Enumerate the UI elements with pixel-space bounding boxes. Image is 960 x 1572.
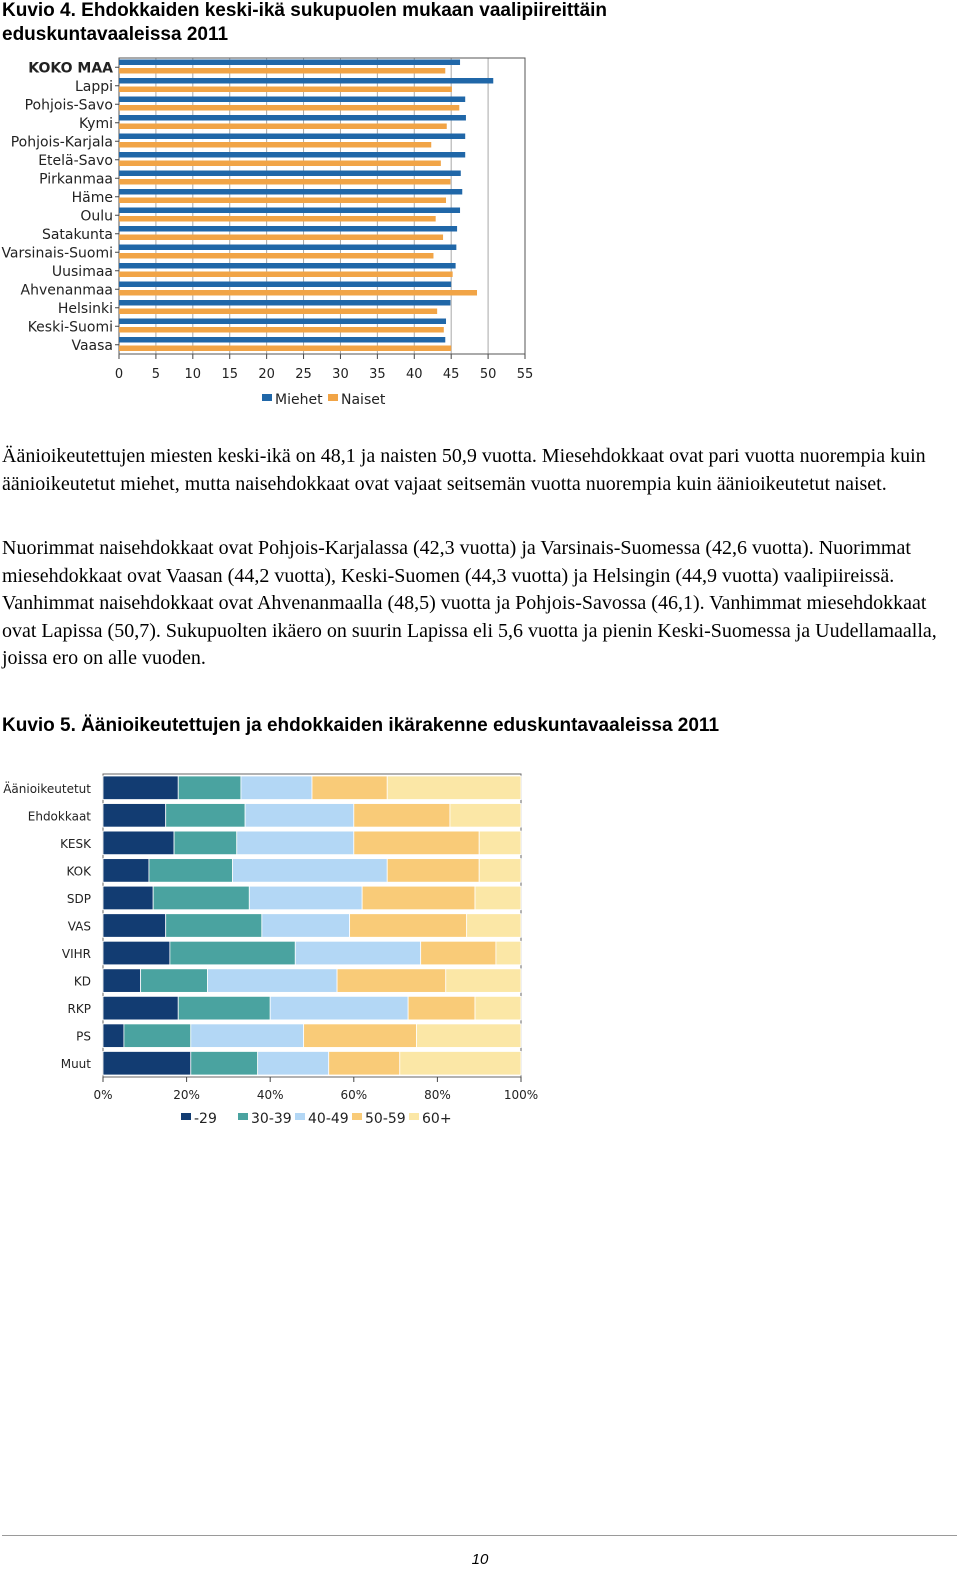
segment-50-59-kesk [354,831,479,855]
category-label-koko-maa: KOKO MAA [28,60,113,77]
segment-60plus-rkp [475,996,521,1020]
footer-rule [2,1535,957,1536]
segment-50-59-ps [304,1024,417,1048]
bar-miehet-pohjois-savo [119,97,465,103]
bar-naiset-helsinki [119,309,437,315]
segment-40-49-ps [191,1024,304,1048]
segment-30-39-muut [191,1051,258,1075]
segment-29-ps [103,1024,124,1048]
figure-4-title: Kuvio 4. Ehdokkaiden keski-ikä sukupuolen mukaan vaalipiireittäin eduskuntavaaleissa 2011 [2,0,608,45]
segment-60plus-muut [400,1051,521,1075]
category-label-pirkanmaa: Pirkanmaa [39,171,113,188]
figure-5-chart [0,770,545,1135]
category-label-etela-savo: Etelä-Savo [38,152,113,169]
category-label-sdp: SDP [66,891,91,906]
segment-30-39-rkp [178,996,270,1020]
category-label-pohjois-karjala: Pohjois-Karjala [10,134,113,151]
segment-50-59-aanioikeutetut [312,776,387,800]
bar-miehet-pohjois-karjala [119,134,465,140]
category-label-varsinais-suomi: Varsinais-Suomi [1,245,113,262]
segment-29-muut [103,1051,191,1075]
segment-29-kok [103,859,149,883]
legend-swatch-29 [181,1113,191,1120]
legend-swatch-60plus [409,1113,419,1120]
category-label-uusimaa: Uusimaa [51,263,113,280]
x-tick-label: 45 [442,367,460,382]
bar-naiset-kymi [119,124,447,130]
segment-50-59-vas [350,914,467,938]
category-label-kok: KOK [66,864,91,879]
segment-60plus-vas [467,914,521,938]
segment-29-rkp [103,996,178,1020]
segment-40-49-kesk [237,831,354,855]
bar-miehet-oulu [119,208,460,214]
segment-60plus-sdp [475,886,521,910]
legend-label-29: -29 [194,1111,217,1127]
segment-30-39-kd [141,969,208,993]
x-tick-label: 100% [503,1088,539,1102]
paragraph-2: Nuorimmat naisehdokkaat ovat Pohjois-Karjalassa (42,3 vuotta) ja Varsinais-Suomessa (42,6 vuotta). Nuorimmat miesehdokkaat ovat Vaasan (44,2 vuotta), Keski-Suomen (44,3 vuotta) ja Helsingin (44,9 vuotta) vaalipiireissä. Vanhimmat naisehdokkaat ovat Ahvenanmaalla (48,5) vuotta ja Pohjois-Savossa (46,1). Vanhimmat miesehdokkaat ovat Lapissa (50,7). Sukupuolten ikäero on suurin Lapissa eli 5,6 vuotta ja pienin Keski-Suomessa ja Uudellamaalla, joissa ero on alle vuoden. [2,537,937,669]
segment-40-49-aanioikeutetut [241,776,312,800]
bar-miehet-ahvenanmaa [119,282,451,288]
x-tick-label: 0 [114,367,124,382]
segment-60plus-aanioikeutetut [387,776,521,800]
x-tick-label: 55 [516,367,534,382]
segment-30-39-kok [149,859,233,883]
bar-naiset-varsinais-suomi [119,253,433,259]
segment-30-39-sdp [153,886,249,910]
bar-miehet-pirkanmaa [119,171,461,177]
segment-50-59-kok [387,859,479,883]
category-label-pohjois-savo: Pohjois-Savo [24,97,113,114]
x-tick-label: 15 [221,367,239,382]
bar-miehet-koko-maa [119,60,460,66]
x-tick-label: 80% [424,1088,451,1102]
segment-40-49-kok [233,859,388,883]
legend-label-60plus: 60+ [422,1111,452,1127]
bar-naiset-lappi [119,87,452,93]
bar-miehet-vaasa [119,337,445,343]
segment-50-59-muut [329,1051,400,1075]
bar-naiset-etela-savo [119,161,441,167]
legend-label-30-39: 30-39 [251,1111,292,1127]
bar-miehet-helsinki [119,300,450,306]
segment-29-kd [103,969,141,993]
category-label-muut: Muut [60,1057,91,1072]
segment-40-49-ehdokkaat [245,804,354,828]
bar-miehet-keski-suomi [119,319,446,325]
page-number: 10 [471,1551,489,1568]
bar-naiset-ahvenanmaa [119,290,477,296]
segment-40-49-rkp [270,996,408,1020]
x-tick-label: 25 [295,367,312,382]
category-label-ehdokkaat: Ehdokkaat [27,809,91,824]
category-label-helsinki: Helsinki [57,300,113,317]
x-tick-label: 30 [332,367,349,382]
segment-40-49-muut [258,1051,329,1075]
x-tick-label: 5 [151,367,161,382]
category-label-vas: VAS [67,919,91,934]
segment-40-49-sdp [249,886,362,910]
segment-30-39-kesk [174,831,237,855]
x-tick-label: 40 [405,367,423,382]
category-label-aanioikeutetut: Äänioikeutetut [3,781,91,796]
segment-29-kesk [103,831,174,855]
segment-29-sdp [103,886,153,910]
category-label-kd: KD [73,974,91,989]
bar-naiset-uusimaa [119,272,453,278]
bar-miehet-etela-savo [119,152,465,158]
category-label-kymi: Kymi [79,115,113,132]
category-label-rkp: RKP [67,1002,91,1017]
x-tick-label: 50 [479,367,497,382]
figure-5-title: Kuvio 5. Äänioikeutettujen ja ehdokkaiden ikärakenne eduskuntavaaleissa 2011 [2,715,720,736]
x-tick-label: 0% [93,1088,113,1102]
bar-naiset-oulu [119,216,436,222]
bar-miehet-varsinais-suomi [119,245,456,251]
segment-29-ehdokkaat [103,804,166,828]
bar-miehet-uusimaa [119,263,456,269]
bar-miehet-kymi [119,115,466,121]
segment-60plus-vihr [496,941,521,965]
legend-swatch-40-49 [295,1113,305,1120]
category-label-satakunta: Satakunta [41,226,113,243]
legend-swatch-30-39 [238,1113,248,1120]
bar-naiset-keski-suomi [119,327,444,333]
segment-50-59-rkp [408,996,475,1020]
segment-30-39-vihr [170,941,295,965]
x-tick-label: 20% [173,1088,200,1102]
segment-60plus-kok [479,859,521,883]
category-label-ps: PS [76,1029,91,1044]
segment-50-59-kd [337,969,446,993]
legend-label-50-59: 50-59 [365,1111,406,1127]
segment-60plus-kd [446,969,521,993]
segment-50-59-sdp [362,886,475,910]
category-label-keski-suomi: Keski-Suomi [27,319,113,336]
bar-miehet-hame [119,189,462,195]
segment-40-49-kd [208,969,338,993]
bar-naiset-satakunta [119,235,443,241]
segment-30-39-aanioikeutetut [178,776,241,800]
bar-naiset-pohjois-savo [119,105,459,111]
figure-4-chart [0,52,545,412]
category-label-ahvenanmaa: Ahvenanmaa [20,282,113,299]
segment-30-39-vas [166,914,262,938]
segment-60plus-ps [417,1024,522,1048]
segment-40-49-vas [262,914,350,938]
segment-29-aanioikeutetut [103,776,178,800]
legend-label-40-49: 40-49 [308,1111,349,1127]
bar-naiset-pirkanmaa [119,179,450,185]
category-label-vihr: VIHR [61,947,91,962]
segment-60plus-kesk [479,831,521,855]
legend-label-naiset: Naiset [341,392,386,408]
x-tick-label: 60% [340,1088,368,1102]
segment-50-59-ehdokkaat [354,804,450,828]
category-label-oulu: Oulu [80,208,113,225]
segment-29-vas [103,914,166,938]
legend-swatch-miehet [262,394,272,401]
category-label-kesk: KESK [60,836,91,851]
x-tick-label: 10 [184,367,202,382]
x-tick-label: 40% [256,1088,284,1102]
bar-miehet-lappi [119,78,493,84]
category-label-lappi: Lappi [74,78,113,95]
segment-40-49-vihr [295,941,420,965]
segment-50-59-vihr [421,941,496,965]
segment-30-39-ehdokkaat [166,804,245,828]
segment-30-39-ps [124,1024,191,1048]
legend-label-miehet: Miehet [275,392,323,408]
category-label-hame: Häme [71,189,113,206]
legend-swatch-50-59 [352,1113,362,1120]
segment-60plus-ehdokkaat [450,804,521,828]
bar-miehet-satakunta [119,226,457,232]
bar-naiset-vaasa [119,346,451,352]
paragraph-1: Äänioikeutettujen miesten keski-ikä on 48,1 ja naisten 50,9 vuotta. Miesehdokkaat ovat pari vuotta nuorempia kuin äänioikeutetut miehet, mutta naisehdokkaat ovat vajaat seitsemän vuotta nuorempia kuin äänioikeutetut naiset. [2,445,926,495]
category-label-vaasa: Vaasa [71,337,113,354]
bar-naiset-koko-maa [119,68,445,74]
segment-29-vihr [103,941,170,965]
bar-naiset-hame [119,198,446,204]
legend-swatch-naiset [328,394,338,401]
x-tick-label: 35 [369,367,386,382]
bar-naiset-pohjois-karjala [119,142,431,148]
x-tick-label: 20 [258,367,275,382]
